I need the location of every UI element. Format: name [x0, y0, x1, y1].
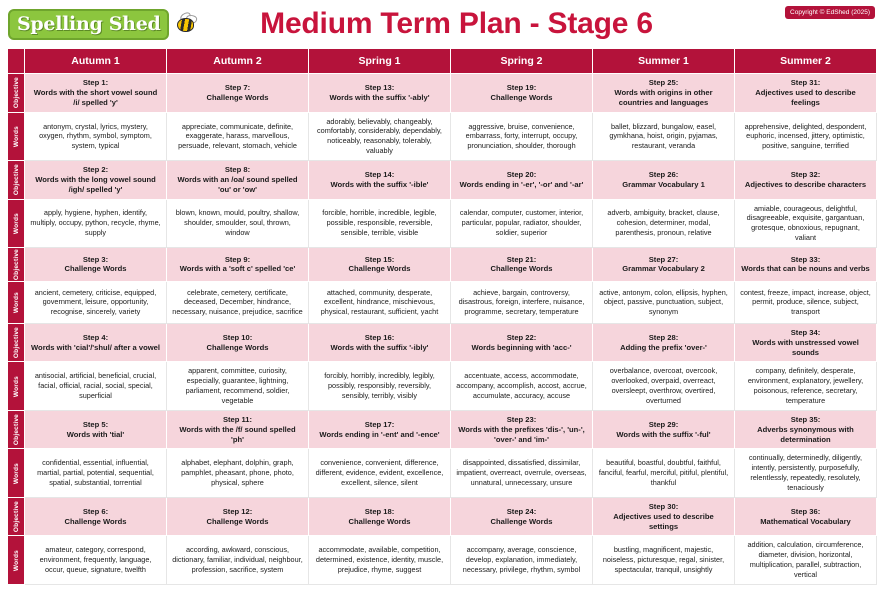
words-cell: apprehensive, delighted, despondent, euphoric, incensed, jittery, optimistic, positive, sanguine, terrified — [735, 112, 877, 160]
row-label-words — [8, 449, 25, 497]
objective-cell — [735, 160, 877, 199]
row-label-words-text: Words — [12, 291, 20, 313]
step-description: Words with 'tial' — [66, 429, 125, 439]
step-description: Words beginning with 'acc-' — [471, 342, 572, 352]
step-number: Step 20: — [506, 169, 537, 179]
step-number: Step 36: — [790, 506, 821, 516]
brand-logo-box — [8, 9, 169, 40]
brand-name: Spelling Shed — [17, 12, 161, 35]
row-label-objective — [8, 323, 25, 362]
objective-row — [8, 497, 877, 536]
step-description: Challenge Words — [64, 516, 127, 526]
step-description: Words with 'cial'/'shul/ after a vowel — [31, 342, 160, 352]
objective-cell — [309, 497, 451, 536]
step-description: Words with the prefixes 'dis-', 'un-', 'over-' and 'im-' — [458, 424, 585, 444]
row-label-words-text: Words — [12, 375, 20, 397]
step-description: Words with the suffix '-ible' — [330, 179, 429, 189]
words-cell: accommodate, available, competition, determined, existence, identity, muscle, prejudice, rhyme, suggest — [309, 536, 451, 584]
words-row — [8, 281, 877, 323]
words-cell: adorably, believably, changeably, comfortably, considerably, dependably, noticeably, reasonably, tolerably, valuably — [309, 112, 451, 160]
words-cell: adverb, ambiguity, bracket, clause, cohesion, determiner, modal, parenthesis, pronoun, relative — [593, 199, 735, 247]
row-label-objective — [8, 410, 25, 449]
objective-cell — [25, 247, 167, 281]
words-cell: ancient, cemetery, criticise, equipped, government, leisure, opportunity, recognise, sincerely, variety — [25, 281, 167, 323]
step-description: Adjectives used to describe feelings — [755, 87, 856, 107]
row-label-objective-text: Objective — [12, 327, 20, 359]
row-label-objective — [8, 497, 25, 536]
step-number: Step 8: — [224, 164, 251, 174]
step-number: Step 19: — [506, 82, 537, 92]
objective-cell — [309, 247, 451, 281]
step-description: Challenge Words — [490, 92, 553, 102]
row-label-words — [8, 362, 25, 410]
step-description: Words with the /f/ sound spelled 'ph' — [179, 424, 296, 444]
step-number: Step 11: — [222, 414, 253, 424]
term-header-summer-1: Summer 1 — [593, 49, 735, 74]
step-number: Step 24: — [506, 506, 537, 516]
step-number: Step 25: — [648, 78, 679, 87]
step-number: Step 16: — [364, 332, 395, 342]
step-description: Words that can be nouns and verbs — [741, 264, 870, 274]
row-label-objective-text: Objective — [12, 414, 20, 446]
objective-cell — [167, 410, 309, 449]
objective-cell — [167, 497, 309, 536]
objective-row — [8, 160, 877, 199]
words-cell: accompany, average, conscience, develop, explanation, immediately, necessary, privilege, rhythm, symbol — [451, 536, 593, 584]
words-cell: company, definitely, desperate, environment, explanatory, jewellery, poisonous, reference, secretary, temperature — [735, 362, 877, 410]
objective-row — [8, 247, 877, 281]
step-description: Adverbs synonymous with determination — [757, 424, 854, 444]
objective-cell — [167, 160, 309, 199]
objective-cell — [735, 74, 877, 113]
objective-row — [8, 74, 877, 113]
objective-cell — [25, 74, 167, 113]
row-label-words — [8, 536, 25, 584]
step-number: Step 33: — [790, 254, 821, 264]
row-label-words-text: Words — [12, 462, 20, 484]
step-description: Adjectives used to describe settings — [613, 511, 714, 531]
step-number: Step 34: — [790, 327, 821, 337]
step-number: Step 13: — [364, 82, 395, 92]
row-label-objective — [8, 247, 25, 281]
objective-cell — [735, 247, 877, 281]
step-number: Step 22: — [506, 332, 537, 342]
words-cell: blown, known, mould, poultry, shallow, shoulder, smoulder, soul, thrown, window — [167, 199, 309, 247]
step-number: Step 9: — [224, 254, 251, 264]
objective-cell — [309, 160, 451, 199]
row-label-objective-text: Objective — [12, 501, 20, 533]
step-description: Words ending in '-er', '-or' and '-ar' — [459, 179, 584, 189]
plan-table-wrap — [0, 48, 883, 592]
words-cell: addition, calculation, circumference, diameter, division, horizontal, multiplication, parallel, subtraction, vertical — [735, 536, 877, 584]
objective-cell — [593, 410, 735, 449]
words-cell: continually, determinedly, diligently, intently, persistently, purposefully, relentlessly, repeatedly, resolutely, tenaciously — [735, 449, 877, 497]
row-label-objective-text: Objective — [12, 77, 20, 109]
page-header — [0, 0, 883, 48]
term-header-spring-2: Spring 2 — [451, 49, 593, 74]
objective-cell — [451, 160, 593, 199]
words-cell: alphabet, elephant, dolphin, graph, pamphlet, pheasant, phone, photo, physical, sphere — [167, 449, 309, 497]
row-label-objective — [8, 74, 25, 113]
objective-row — [8, 410, 877, 449]
objective-cell — [451, 497, 593, 536]
objective-cell — [593, 74, 735, 113]
objective-row — [8, 323, 877, 362]
words-cell: achieve, bargain, controversy, disastrous, foreign, interfere, nuisance, programme, secretary, temperature — [451, 281, 593, 323]
step-number: Step 35: — [790, 414, 821, 424]
step-number: Step 12: — [222, 506, 253, 516]
step-number: Step 7: — [224, 82, 251, 92]
step-description: Words with the suffix '-ful' — [616, 429, 711, 439]
objective-cell — [735, 323, 877, 362]
step-description: Grammar Vocabulary 2 — [622, 264, 705, 274]
objective-cell — [167, 74, 309, 113]
objective-cell — [593, 323, 735, 362]
step-number: Step 30: — [648, 501, 679, 511]
objective-cell — [25, 497, 167, 536]
step-description: Challenge Words — [206, 516, 269, 526]
objective-cell — [167, 323, 309, 362]
table-header-row — [8, 49, 877, 74]
step-description: Challenge Words — [490, 264, 553, 274]
row-label-words-text: Words — [12, 212, 20, 234]
step-number: Step 4: — [82, 332, 109, 342]
step-number: Step 15: — [364, 254, 395, 264]
step-number: Step 21: — [506, 254, 537, 264]
step-description: Grammar Vocabulary 1 — [622, 179, 705, 189]
step-number: Step 23: — [506, 414, 537, 424]
step-description: Words with origins in other countries and languages — [614, 87, 713, 107]
words-cell: accentuate, access, accommodate, accompany, accomplish, accost, accrue, accumulate, accuracy, accuse — [451, 362, 593, 410]
step-number: Step 31: — [790, 78, 821, 87]
objective-cell — [25, 410, 167, 449]
step-number: Step 2: — [82, 164, 109, 174]
objective-cell — [167, 247, 309, 281]
words-cell: amateur, category, correspond, environment, frequently, language, occur, queue, signature, twelfth — [25, 536, 167, 584]
objective-cell — [593, 247, 735, 281]
step-description: Challenge Words — [64, 264, 127, 274]
step-description: Words with the long vowel sound /igh/ spelled 'y' — [35, 174, 156, 194]
words-cell: bustling, magnificent, majestic, noiseless, picturesque, regal, sinister, spectacular, tranquil, unsightly — [593, 536, 735, 584]
step-number: Step 1: — [82, 78, 109, 87]
term-header-autumn-1: Autumn 1 — [25, 49, 167, 74]
objective-cell — [309, 410, 451, 449]
step-number: Step 26: — [648, 169, 679, 179]
words-cell: ballet, blizzard, bungalow, easel, gymkhana, hoist, origin, pyjamas, restaurant, veranda — [593, 112, 735, 160]
words-cell: disappointed, dissatisfied, dissimilar, impatient, overreact, overrule, overseas, unnatural, unnecessary, unsure — [451, 449, 593, 497]
words-row — [8, 536, 877, 584]
step-description: Adjectives to describe characters — [744, 179, 867, 189]
row-label-objective — [8, 160, 25, 199]
words-cell: forcibly, horribly, incredibly, legibly, possibly, responsibly, reversibly, sensibly, terribly, visibly — [309, 362, 451, 410]
term-header-spring-1: Spring 1 — [309, 49, 451, 74]
words-cell: amiable, courageous, delightful, disagreeable, exquisite, gargantuan, grotesque, obnoxious, repugnant, valiant — [735, 199, 877, 247]
step-description: Words ending in '-ent' and '-ence' — [319, 429, 440, 439]
objective-cell — [451, 74, 593, 113]
step-description: Words with a 'soft c' spelled 'ce' — [179, 264, 296, 274]
words-cell: appreciate, communicate, definite, exaggerate, harass, marvellous, persuade, relevant, stomach, vehicle — [167, 112, 309, 160]
objective-cell — [451, 247, 593, 281]
words-cell: active, antonym, colon, ellipsis, hyphen, object, passive, punctuation, subject, synonym — [593, 281, 735, 323]
step-description: Challenge Words — [206, 342, 269, 352]
step-description: Words with unstressed vowel sounds — [752, 337, 859, 357]
step-number: Step 28: — [648, 332, 679, 342]
table-corner — [8, 49, 25, 74]
step-number: Step 27: — [648, 254, 679, 264]
bee-body — [177, 18, 194, 32]
row-label-objective-text: Objective — [12, 164, 20, 196]
words-row — [8, 449, 877, 497]
step-description: Challenge Words — [348, 516, 411, 526]
words-cell: antonym, crystal, lyrics, mystery, oxygen, rhythm, symbol, symptom, system, typical — [25, 112, 167, 160]
page-title: Medium Term Plan - Stage 6 — [260, 7, 653, 40]
objective-cell — [593, 160, 735, 199]
words-cell: beautiful, boastful, doubtful, faithful, fanciful, fearful, merciful, pitiful, plentiful, thankful — [593, 449, 735, 497]
bee-icon — [173, 13, 188, 35]
step-description: Words with the short vowel sound /i/ spelled 'y' — [33, 87, 158, 107]
step-number: Step 6: — [82, 506, 109, 516]
objective-cell — [25, 323, 167, 362]
objective-cell — [735, 410, 877, 449]
step-number: Step 14: — [364, 169, 395, 179]
words-cell: apparent, committee, curiosity, especially, guarantee, lightning, parliament, recommend, soldier, vegetable — [167, 362, 309, 410]
step-number: Step 5: — [82, 419, 109, 429]
step-description: Challenge Words — [206, 92, 269, 102]
row-label-words-text: Words — [12, 125, 20, 147]
objective-cell — [25, 160, 167, 199]
copyright-text: Copyright © EdShed (2025) — [785, 6, 875, 19]
step-description: Challenge Words — [490, 516, 553, 526]
words-cell: contest, freeze, impact, increase, object, permit, produce, silence, subject, transport — [735, 281, 877, 323]
brand-logo — [8, 9, 188, 40]
words-cell: forcible, horrible, incredible, legible, possible, responsible, reversible, sensible, terrible, visible — [309, 199, 451, 247]
step-number: Step 18: — [364, 506, 395, 516]
row-label-words — [8, 199, 25, 247]
words-cell: calendar, computer, customer, interior, particular, popular, radiator, shoulder, soldier, superior — [451, 199, 593, 247]
words-cell: convenience, convenient, difference, different, evidence, evident, excellence, excellent, silence, silent — [309, 449, 451, 497]
words-cell: antisocial, artificial, beneficial, crucial, facial, official, racial, social, special, superficial — [25, 362, 167, 410]
words-row — [8, 112, 877, 160]
step-description: Words with an /oa/ sound spelled 'ou' or 'ow' — [177, 174, 298, 194]
words-cell: celebrate, cemetery, certificate, deceased, December, hindrance, necessary, nuisance, prejudice, sacrifice — [167, 281, 309, 323]
plan-table — [7, 48, 877, 585]
words-cell: aggressive, bruise, convenience, embarrass, forty, interrupt, occupy, pronunciation, shoulder, thorough — [451, 112, 593, 160]
step-number: Step 32: — [790, 169, 821, 179]
objective-cell — [735, 497, 877, 536]
words-cell: overbalance, overcoat, overcook, overlooked, overpaid, overreact, oversleept, overthrow, overtired, overturned — [593, 362, 735, 410]
words-cell: attached, community, desperate, excellent, hindrance, mischievous, physical, restaurant, sufficient, yacht — [309, 281, 451, 323]
term-header-autumn-2: Autumn 2 — [167, 49, 309, 74]
step-description: Words with the suffix '-ably' — [329, 92, 430, 102]
words-row — [8, 362, 877, 410]
words-cell: according, awkward, conscious, dictionary, familiar, individual, neighbour, profession, sacrifice, system — [167, 536, 309, 584]
words-cell: confidential, essential, influential, martial, partial, potential, sequential, spatial, substantial, torrential — [25, 449, 167, 497]
step-description: Adding the prefix 'over-' — [620, 342, 707, 352]
step-number: Step 10: — [222, 332, 253, 342]
step-description: Words with the suffix '-ibly' — [330, 342, 429, 352]
objective-cell — [451, 410, 593, 449]
copyright-badge — [725, 0, 875, 48]
term-header-summer-2: Summer 2 — [735, 49, 877, 74]
words-cell: apply, hygiene, hyphen, identify, multiply, occupy, python, recycle, rhyme, supply — [25, 199, 167, 247]
row-label-objective-text: Objective — [12, 248, 20, 280]
objective-cell — [309, 323, 451, 362]
objective-cell — [593, 497, 735, 536]
step-number: Step 29: — [648, 419, 679, 429]
row-label-words — [8, 281, 25, 323]
step-description: Mathematical Vocabulary — [760, 516, 851, 526]
objective-cell — [309, 74, 451, 113]
row-label-words — [8, 112, 25, 160]
objective-cell — [451, 323, 593, 362]
row-label-words-text: Words — [12, 549, 20, 571]
words-row — [8, 199, 877, 247]
step-description: Challenge Words — [348, 264, 411, 274]
step-number: Step 3: — [82, 254, 109, 264]
step-number: Step 17: — [364, 419, 395, 429]
